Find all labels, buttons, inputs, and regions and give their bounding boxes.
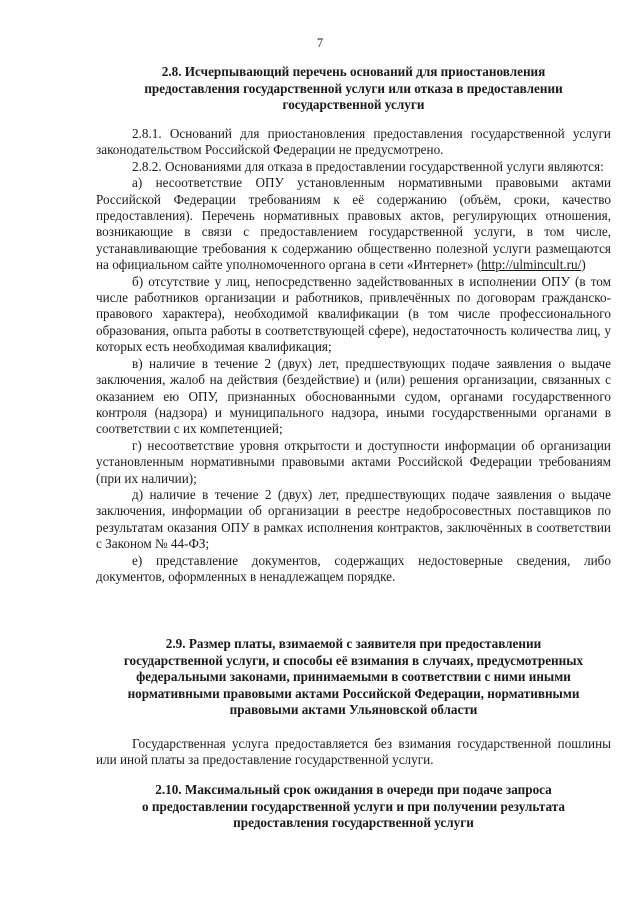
heading-line: государственной услуги xyxy=(282,97,425,112)
section-2-8-heading xyxy=(96,64,611,114)
section-2-10-heading xyxy=(96,782,611,832)
item-v: в) наличие в течение 2 (двух) лет, предшествующих подаче заявления о выдаче заключения, жалоб на действия (бездействие) и (или) решения организации, связанных с оказанием ею ОПУ, признанных обоснованными судом, органами государственного контроля (надзора) и муниципального надзора, иными государственными органами в соответствии с их компетенцией; xyxy=(96,355,611,437)
heading-line: государственной услуги, и способы её взимания в случаях, предусмотренных xyxy=(123,652,584,668)
section-2-9-heading xyxy=(96,636,611,719)
section-2-8-body xyxy=(96,126,611,585)
paragraph-2-9: Государственная услуга предоставляется без взимания государственной пошлины или иной платы за предоставление государственной услуги. xyxy=(96,736,611,768)
item-a xyxy=(96,175,611,273)
heading-line: 2.9. Размер платы, взимаемой с заявителя при предоставлении xyxy=(165,636,542,651)
item-b: б) отсутствие у лиц, непосредственно задействованных в исполнении ОПУ (в том числе работников организации и работников, привлечённых по договорам гражданско-правового характера), необходимой квалификации (в том числе профессионального образования, опыта работы в соответствующей сфере), недостаточность количества лиц, у которых есть необходимая квалификация; xyxy=(96,273,611,355)
heading-line: нормативными правовыми актами Российской Федерации, нормативными xyxy=(127,685,580,701)
item-e: е) представление документов, содержащих недостоверные сведения, либо документов, оформленных в ненадлежащем порядке. xyxy=(96,552,611,584)
item-d: д) наличие в течение 2 (двух) лет, предшествующих подаче заявления о выдаче заключения, информации об организации в реестре недобросовестных поставщиков по результатам оказания ОПУ в рамках исполнения контрактов, заключённых в соответствии с Законом № 44-ФЗ; xyxy=(96,486,611,552)
paragraph-2-8-1: 2.8.1. Оснований для приостановления предоставления государственной услуги законодательством Российской Федерации не предусмотрено. xyxy=(96,126,611,158)
heading-line: о предоставлении государственной услуги и при получении результата xyxy=(142,798,565,814)
heading-line: федеральными законами, принимаемыми в соответствии с ними иными xyxy=(136,669,571,684)
paragraph-2-8-2: 2.8.2. Основаниями для отказа в предоставлении государственной услуги являются: xyxy=(132,158,604,174)
heading-line: 2.8. Исчерпывающий перечень оснований для приостановления xyxy=(161,64,546,79)
item-a-end: ) xyxy=(581,257,586,273)
heading-line: предоставления государственной услуги или отказа в предоставлении xyxy=(144,80,563,96)
heading-line: правовыми актами Ульяновской области xyxy=(229,702,478,717)
heading-line: 2.10. Максимальный срок ожидания в очереди при подаче запроса xyxy=(155,782,552,797)
heading-line: предоставления государственной услуги xyxy=(233,815,474,830)
page-number: 7 xyxy=(316,36,324,50)
ministry-website-link[interactable]: http://ulmincult.ru/ xyxy=(481,257,582,273)
section-2-9-body xyxy=(96,736,611,769)
item-a-text: а) несоответствие ОПУ установленным нормативными правовыми актами Российской Федерации требованиям к её содержанию (объём, сроки, качество предоставления). Перечень нормативных правовых актов, регулирующих отношения, возникающие в связи с предоставлением государственной услуги, в том числе, устанавливающие требования к содержанию общественно полезной услуги размещаются на официальном сайте уполномоченного органа в сети «Интернет» ( xyxy=(96,175,611,273)
item-g: г) несоответствие уровня открытости и доступности информации об организации установленным нормативными правовыми актами Российской Федерации требованиям (при их наличии); xyxy=(96,437,611,486)
